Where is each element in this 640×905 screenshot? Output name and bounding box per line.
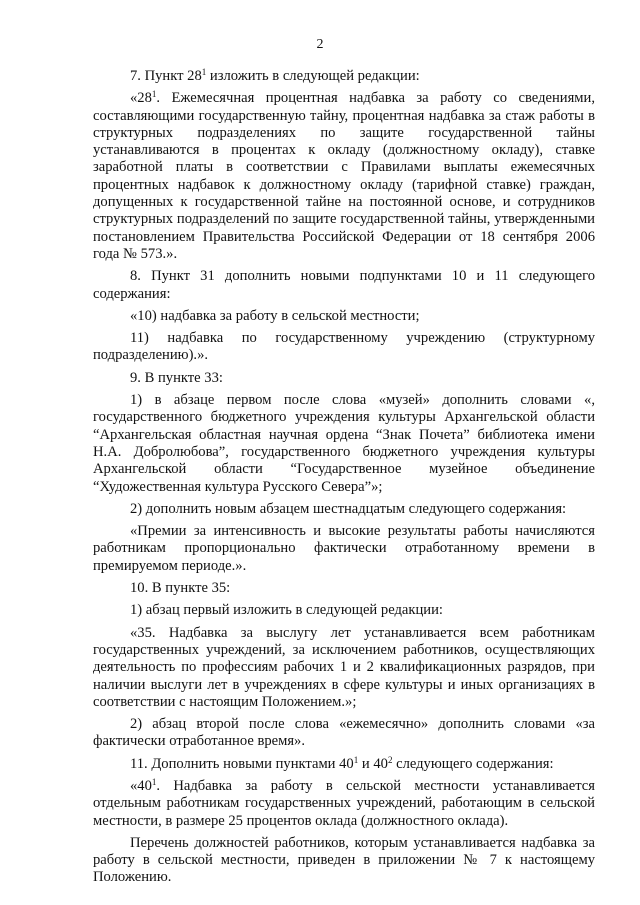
page-number: 2 bbox=[316, 37, 324, 52]
item-10: 10. В пункте 35: bbox=[130, 580, 231, 597]
item-10-sub-1: 1) абзац первый изложить в следующей редакции: bbox=[130, 602, 443, 619]
item-10-sub-1-text: «35. Надбавка за выслугу лет устанавливается всем работникам государственных учреждений, за исключением работников, осуществляющих деятельность по профессиям рабочих 1 и 2 квалификационных разрядов, при наличии выслуги лет в учреждениях в сфере культуры и иных организациях в соответствии с настоящим Положением.»; bbox=[93, 624, 595, 710]
item-7-text: «$28^1$. Ежемесячная процентная надбавка за работу со сведениями, составляющими государственную тайну, процентная надбавка за стаж работы в структурных подразделениях по защите государственной тайны устанавливаются в процентах к окладу (должностному окладу), ставке заработной платы в соответствии с Правилами выплаты ежемесячных процентных надбавок к должностному окладу (тарифной ставке) граждан, допущенных к государственной тайне на постоянной основе, и сотрудников структурных подразделений по защите государственной тайны, утвержденными постановлением Правительства Российской Федерации от 18 сентября 2006 года № 573.». bbox=[93, 89, 595, 262]
item-11: 11. Дополнить новыми пунктами $40^1$ и $40^2$ следующего содержания: bbox=[130, 754, 554, 772]
item-7: 7. Пункт $28^1$ изложить в следующей редакции: bbox=[130, 67, 420, 84]
item-11-text: «$40^1$. Надбавка за работу в сельской местности устанавливается отдельным работникам государственных учреждений, работающим в сельской местности, в размере 25 процентов оклада (должностного оклада). bbox=[93, 776, 595, 829]
item-8: 8. Пункт 31 дополнить новыми подпунктами 10 и 11 следующего содержания: bbox=[93, 268, 595, 302]
item-8-sub-10: «10) надбавка за работу в сельской местности; bbox=[130, 307, 420, 324]
item-9-sub-2: 2) дополнить новым абзацем шестнадцатым следующего содержания: bbox=[130, 500, 567, 517]
item-10-sub-2: 2) абзац второй после слова «ежемесячно» дополнить словами «за фактически отработанное время». bbox=[93, 716, 595, 750]
item-9-sub-1: 1) в абзаце первом после слова «музей» дополнить словами «, государственного бюджетного учреждения культуры Архангельской области “Архангельская областная научная ордена “Знак Почета” библиотека имени Н.А. Добролюбова”, государственного бюджетного учреждения культуры Архангельской области “Государственное музейное объединение “Художественная культура Русского Севера”»; bbox=[93, 392, 595, 495]
item-11-list-note: Перечень должностей работников, которым устанавливается надбавка за работу в сельской местности, приведен в приложении № 7 к настоящему Положению. bbox=[93, 834, 595, 886]
item-9-sub-2-text: «Премии за интенсивность и высокие результаты работы начисляются работникам пропорционально фактически отработанному времени в премируемом периоде.». bbox=[93, 523, 595, 574]
item-9: 9. В пункте 33: bbox=[130, 369, 223, 386]
document-body bbox=[93, 68, 595, 887]
item-8-sub-11: 11) надбавка по государственному учреждению (структурному подразделению).». bbox=[93, 330, 595, 364]
